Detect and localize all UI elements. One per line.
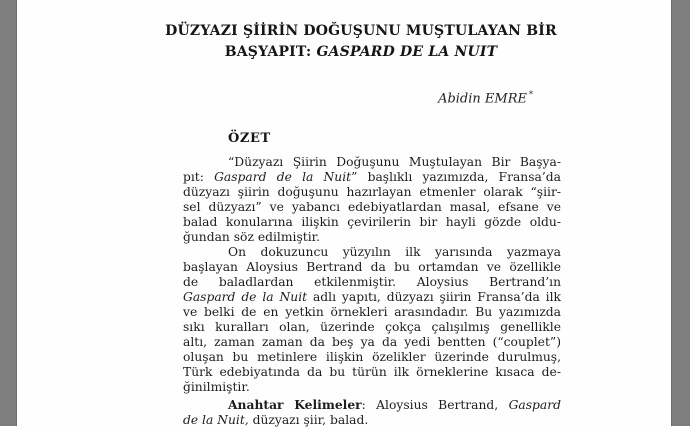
text-line [183,380,561,395]
text-segment: de la Nuit, [183,413,249,427]
abstract-paragraph-1 [183,155,561,245]
text-segment: On dokuzuncu yüzyılın ilk yarısında yazmaya [228,245,561,259]
text-line [183,170,561,185]
text-segment: düzyazı şiir, balad. [248,413,369,427]
text-line [183,305,561,320]
paper-title-line2-prefix: BAŞYAPIT: [224,44,317,60]
text-line [183,215,561,230]
paper-title-line1: DÜZYAZI ŞİİRİN DOĞUŞUNU MUŞTULAYAN BİR [165,23,557,39]
author-name: Abidin EMRE [438,91,527,107]
abstract-heading: ÖZET [228,131,271,146]
text-segment: altı, zaman zaman da beş ya da yedi bentten (“couplet”) [183,335,561,349]
text-line [183,185,561,200]
text-segment: balad konularına ilişkin çevirilerin bir hayli gözde oldu- [183,215,561,229]
paper-title-line2 [160,42,562,63]
text-segment: pıt: [183,170,215,184]
text-segment: Gaspard [508,398,561,412]
text-segment: Gaspard de la Nuit [183,290,308,304]
author-footnote-mark: * [529,90,533,99]
text-segment: adlı yapıtı, düzyazı şiirin Fransa’da ilk [307,290,561,304]
text-line [183,413,561,428]
author-line [183,90,533,106]
text-line [183,290,561,305]
keywords-paragraph [183,397,561,428]
text-line [183,350,561,365]
text-segment: düzyazı şiirin doğuşunu hazırlayan etmenler olarak “şiir- [183,185,561,199]
text-line [183,275,561,290]
text-line [183,365,561,380]
text-segment: sıkı kuralları olan, üzerinde çokça çalışılmış genellikle [183,320,561,334]
text-line [183,200,561,215]
text-segment: : Aloysius Bertrand, [361,398,509,412]
text-line [183,230,561,245]
text-line [183,320,561,335]
text-line [183,245,561,260]
text-segment: Anahtar Kelimeler [228,397,362,412]
text-segment: oluşan bu metinlere ilişkin özelikler üzerinde durulmuş, [183,350,561,364]
text-segment: ” başlıklı yazımızda, Fransa’da [351,170,561,184]
text-segment: ğundan söz edilmiştir. [183,230,321,244]
text-segment: de baladlardan etkilenmiştir. Aloysius Bertrand’ın [183,275,561,289]
right-gutter-strip [671,0,690,426]
text-line [183,397,561,413]
left-gutter-strip [0,0,17,426]
text-segment: başlayan Aloysius Bertrand da bu ortamdan ve özellikle [183,260,561,274]
abstract-body [183,155,561,428]
paper-title [160,21,562,63]
text-line [183,260,561,275]
text-segment: ve belki de en yetkin örnekleri arasındadır. Bu yazımızda [183,305,561,319]
text-segment: Türk edebiyatında da bu türün ilk örneklerine kısaca de- [183,365,561,379]
text-line [183,155,561,170]
text-segment: ğinilmiştir. [183,380,250,394]
text-segment: “Düzyazı Şiirin Doğuşunu Muştulayan Bir Başya- [228,155,561,169]
abstract-paragraph-2 [183,245,561,395]
text-line [183,335,561,350]
text-segment: sel düzyazı” ve yabancı edebiyatlardan masal, efsane ve [183,200,561,214]
paper-title-line2-work-name: GASPARD DE LA NUIT [316,44,498,60]
text-segment: Gaspard de la Nuit [214,170,352,184]
